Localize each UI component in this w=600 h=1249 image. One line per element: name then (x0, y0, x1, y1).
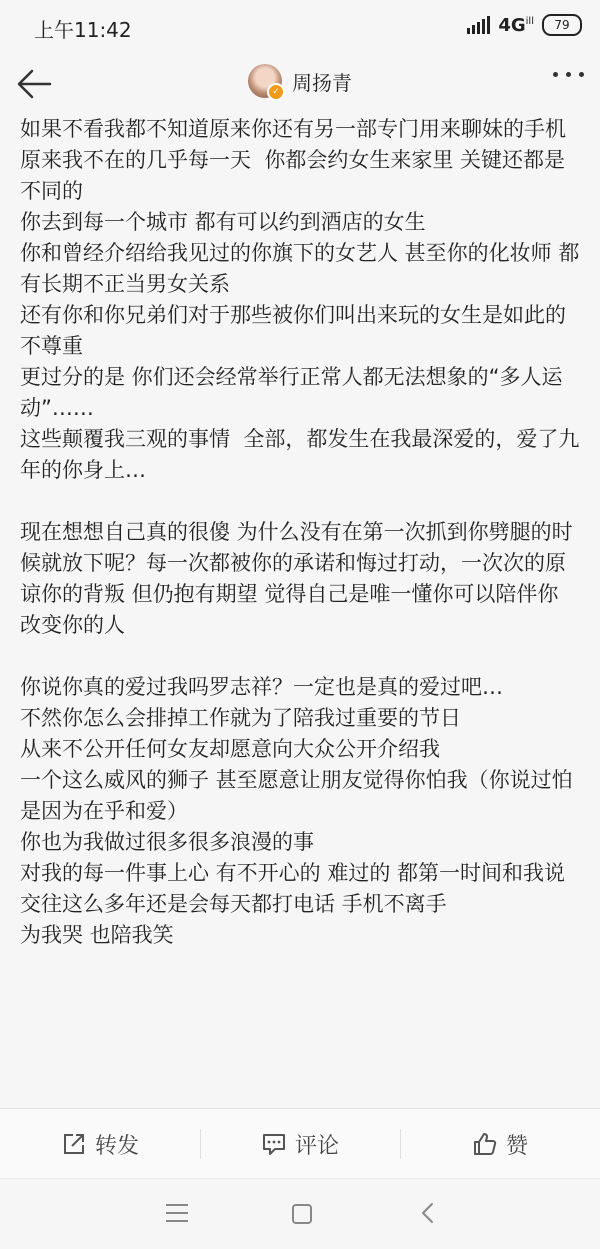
system-nav-bar (0, 1178, 600, 1249)
network-type: 4G (498, 14, 526, 36)
like-button[interactable] (400, 1109, 600, 1179)
network-indicator (498, 15, 534, 36)
comment-button[interactable] (200, 1109, 400, 1179)
signal-icon (467, 16, 490, 34)
home-icon[interactable] (292, 1204, 312, 1224)
comment-icon (261, 1131, 287, 1157)
verified-badge-icon: ✓ (267, 83, 285, 101)
more-icon[interactable] (553, 72, 584, 77)
status-bar (0, 0, 600, 56)
nav-bar (0, 56, 600, 112)
battery-icon: 79 (542, 14, 582, 36)
repost-icon (61, 1131, 87, 1157)
network-sub: ill (525, 15, 534, 27)
thumbs-up-icon (472, 1131, 498, 1157)
like-label: 赞 (505, 1133, 528, 1159)
post-text: 如果不看我都不知道原来你还有另一部专门用来聊妹的手机 原来我不在的几乎每一天 你都会约女生来家里 关键还都是不同的 你去到每一个城市 都有可以约到酒店的女生 你和曾经介绍给我见过的你旗下的女艺人 甚至你的化妆师 都有长期不正当男女关系 还有你和你兄弟们对于那些被你们叫出来玩的女生是如此的不尊重 更过分的是 你们还会经常举行正常人都无法想象的“多人运动”…… 这些颠覆我三观的事情 全部，都发生在我最深爱的，爱了九年的你身上… 现在想想自己真的很傻 为什么没有在第一次抓到你劈腿的时候就放下呢？每一次都被你的承诺和悔过打动，一次次的原谅你的背叛 但仍抱有期望 觉得自己是唯一懂你可以陪伴你 改变你的人 你说你真的爱过我吗罗志祥？一定也是真的爱过吧… 不然你怎么会排掉工作就为了陪我过重要的节日 从来不公开任何女友却愿意向大众公开介绍我 一个这么威风的狮子 甚至愿意让朋友觉得你怕我（你说过怕是因为在乎和爱） 你也为我做过很多很多浪漫的事 对我的每一件事上心 有不开心的 难过的 都第一时间和我说 交往这么多年还是会每天都打电话 手机不离手 为我哭 也陪我笑 (20, 117, 580, 947)
avatar[interactable] (248, 64, 282, 98)
repost-label: 转发 (94, 1133, 139, 1159)
menu-icon[interactable] (166, 1204, 188, 1228)
system-back-icon[interactable] (418, 1201, 438, 1225)
repost-button[interactable] (0, 1109, 200, 1179)
nav-title-group[interactable] (248, 64, 352, 98)
page-title[interactable]: 周扬青 (292, 70, 352, 95)
back-arrow-icon[interactable] (14, 66, 54, 102)
comment-label: 评论 (294, 1133, 339, 1159)
post-content[interactable] (0, 112, 600, 1108)
status-time: 上午11:42 (34, 18, 132, 42)
action-bar (0, 1108, 600, 1179)
status-indicators (467, 14, 582, 36)
